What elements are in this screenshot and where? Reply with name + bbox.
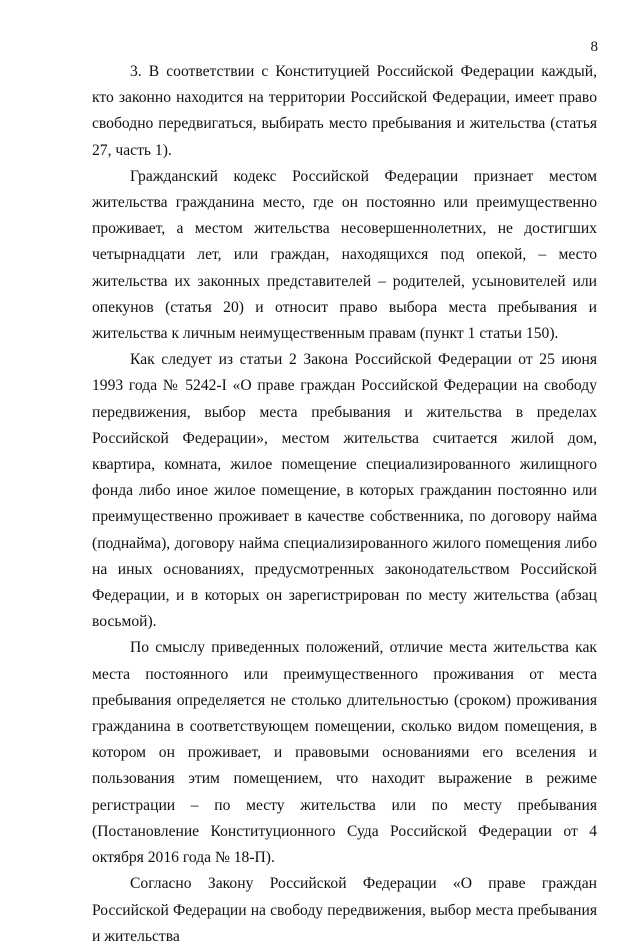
page-number: 8 <box>590 39 598 55</box>
paragraph-according-to-law: Согласно Закону Российской Федерации «О праве граждан Российской Федерации на свободу передвижения, выбор места пребывания и жительства <box>92 875 597 945</box>
body-text <box>92 59 597 950</box>
paragraph-interpretation: По смыслу приведенных положений, отличие места жительства как места постоянного или преимущественного проживания от места пребывания определяется не столько длительностью (сроком) проживания гражданина в соответствующем помещении, сколько видом помещения, в котором он проживает, и правовыми основаниями его вселения и пользования этим помещением, что находит выражение в режиме регистрации – по месту жительства или по месту пребывания (Постановление Конституционного Суда Российской Федерации от 4 октября 2016 года № 18-П). <box>92 639 597 867</box>
paragraph-civil-code: Гражданский кодекс Российской Федерации признает местом жительства гражданина место, где он постоянно или преимущественно проживает, а местом жительства несовершеннолетних, не достигших четырнадцати лет, или граждан, находящихся под опекой, – место жительства их законных представителей – родителей, усыновителей или опекунов (статья 20) и относит право выбора места пребывания и жительства к личным неимущественным правам (пункт 1 статьи 150). <box>92 167 597 343</box>
paragraph-constitution-article-27: 3. В соответствии с Конституцией Российской Федерации каждый, кто законно находится на территории Российской Федерации, имеет право свободно передвигаться, выбирать место пребывания и жительства (статья 27, часть 1). <box>92 63 597 159</box>
paragraph-law-5242-1: Как следует из статьи 2 Закона Российской Федерации от 25 июня 1993 года № 5242-I «О праве граждан Российской Федерации на свободу передвижения, выбор места пребывания и жительства в пределах Российской Федерации», местом жительства считается жилой дом, квартира, комната, жилое помещение специализированного жилищного фонда либо иное жилое помещение, в которых гражданин постоянно или преимущественно проживает в качестве собственника, по договору найма (поднайма), договору найма специализированного жилого помещения либо на иных основаниях, предусмотренных законодательством Российской Федерации, и в которых он зарегистрирован по месту жительства (абзац восьмой). <box>92 351 597 631</box>
